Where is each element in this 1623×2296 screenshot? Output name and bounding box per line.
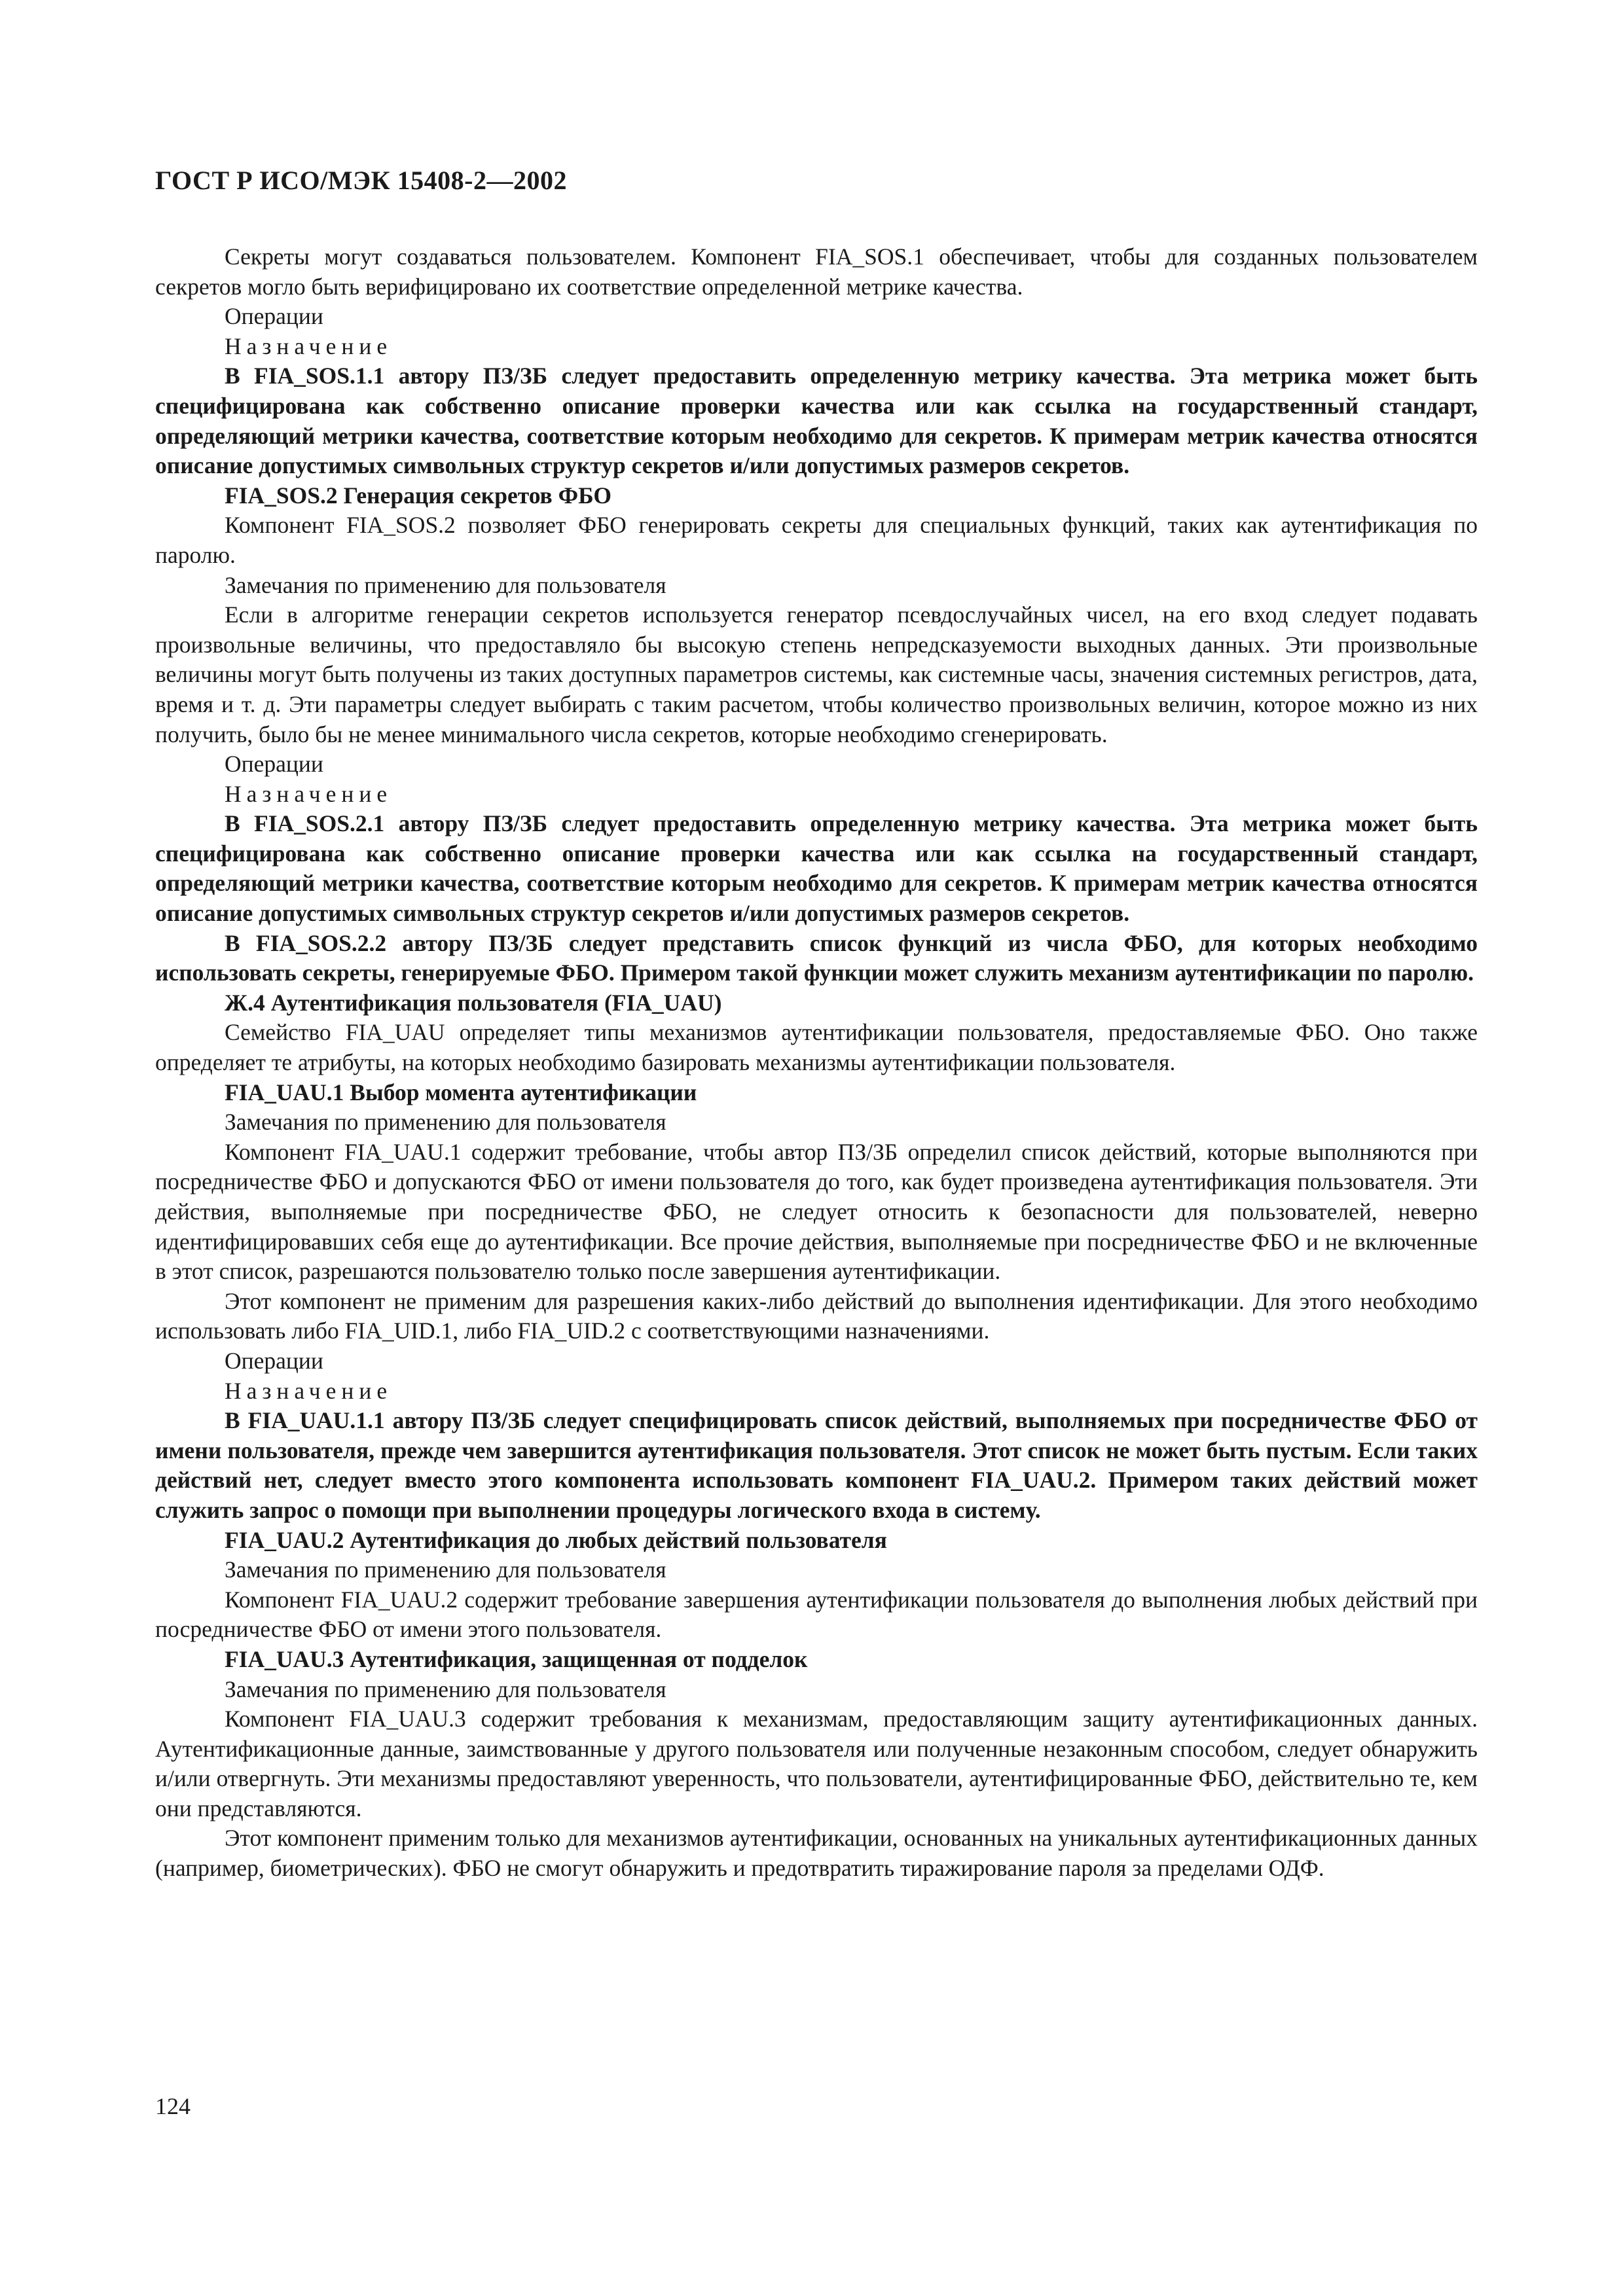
subheading-operations: Операции <box>225 751 323 778</box>
paragraph: Этот компонент применим только для механизмов аутентификации, основанных на уникальных аутентификационных данных (например, биометрических). ФБО не смогут обнаружить и предотвратить тиражирование пароля за пределами ОДФ. <box>155 1825 1478 1882</box>
section-heading: FIA_UAU.1 Выбор момента аутентификации <box>225 1079 697 1105</box>
section-heading: FIA_UAU.2 Аутентификация до любых действий пользователя <box>225 1526 887 1553</box>
section-heading: FIA_SOS.2 Генерация секретов ФБО <box>225 482 611 509</box>
paragraph: Компонент FIA_SOS.2 позволяет ФБО генерировать секреты для специальных функций, таких как аутентификация по паролю. <box>155 512 1478 568</box>
paragraph: Если в алгоритме генерации секретов используется генератор псевдослучайных чисел, на его вход следует подавать произвольные величины, что предоставляло бы высокую степень непредсказуемости выходных данных. Эти произвольные величины могут быть получены из таких доступных параметров системы, как системные часы, значения системных регистров, дата, время и т. д. Эти параметры следует выбирать с таким расчетом, чтобы количество произвольных величин, которое можно из них получить, было бы не менее минимального числа секретов, которые необходимо сгенерировать. <box>155 601 1478 747</box>
paragraph-bold: В FIA_SOS.2.1 автору ПЗ/ЗБ следует предоставить определенную метрику качества. Эта метрика может быть специфицирована как собственно описание проверки качества или как ссылка на государственный стандарт, определяющий метрики качества, соответствие которым необходимо для секретов. К примерам метрик качества относятся описание допустимых символьных структур секретов и/или допустимых размеров секретов. <box>155 810 1478 927</box>
paragraph: Компонент FIA_UAU.1 содержит требование, чтобы автор ПЗ/ЗБ определил список действий, которые выполняются при посредничестве ФБО и допускаются ФБО от имени пользователя до того, как будет произведена аутентификация пользователя. Эти действия, выполняемые при посредничестве ФБО, не следует относить к безопасности для пользователей, неверно идентифицировавших себя еще до аутентификации. Все прочие действия, выполняемые при посредничестве ФБО и не включенные в этот список, разрешаются пользователю только после завершения аутентификации. <box>155 1138 1478 1285</box>
subheading-application-notes: Замечания по применению для пользователя <box>225 1676 666 1702</box>
section-heading: FIA_UAU.3 Аутентификация, защищенная от подделок <box>225 1645 808 1672</box>
subheading-application-notes: Замечания по применению для пользователя <box>225 1556 666 1583</box>
subheading-operations: Операции <box>225 1347 323 1374</box>
paragraph-bold: В FIA_UAU.1.1 автору ПЗ/ЗБ следует специфицировать список действий, выполняемых при посредничестве ФБО от имени пользователя, прежде чем завершится аутентификация пользователя. Этот список не может быть пустым. Если таких действий нет, следует вместо этого компонента использовать компонент FIA_UAU.2. Примером таких действий может служить запрос о помощи при выполнении процедуры логического входа в систему. <box>155 1407 1478 1523</box>
document-header: ГОСТ Р ИСО/МЭК 15408-2—2002 <box>155 166 567 195</box>
section-heading: Ж.4 Аутентификация пользователя (FIA_UAU) <box>225 989 722 1016</box>
page-number: 124 <box>155 2093 191 2119</box>
subheading-application-notes: Замечания по применению для пользователя <box>225 571 666 598</box>
subheading-assignment: Назначение <box>225 1377 393 1404</box>
subheading-operations: Операции <box>225 303 323 330</box>
paragraph: Этот компонент не применим для разрешения каких-либо действий до выполнения идентификации. Для этого необходимо использовать либо FIA_UID.1, либо FIA_UID.2 с соответствующими назначениями. <box>155 1287 1478 1344</box>
subheading-application-notes: Замечания по применению для пользователя <box>225 1109 666 1136</box>
paragraph: Компонент FIA_UAU.3 содержит требования к механизмам, предоставляющим защиту аутентификационных данных. Аутентификационные данные, заимствованные у другого пользователя или полученные незаконным способом, следует обнаружить и/или отвергнуть. Эти механизмы предоставляют уверенность, что пользователи, аутентифицированные ФБО, действительно те, кем они представляются. <box>155 1706 1478 1821</box>
paragraph: Секреты могут создаваться пользователем. Компонент FIA_SOS.1 обеспечивает, чтобы для созданных пользователем секретов могло быть верифицировано их соответствие определенной метрике качества. <box>155 243 1478 300</box>
subheading-assignment: Назначение <box>225 332 393 359</box>
paragraph: Компонент FIA_UAU.2 содержит требование завершения аутентификации пользователя до выполнения любых действий при посредничестве ФБО от имени этого пользователя. <box>155 1586 1478 1643</box>
document-body <box>155 242 1478 1884</box>
paragraph-bold: В FIA_SOS.1.1 автору ПЗ/ЗБ следует предоставить определенную метрику качества. Эта метрика может быть специфицирована как собственно описание проверки качества или как ссылка на государственный стандарт, определяющий метрики качества, соответствие которым необходимо для секретов. К примерам метрик качества относятся описание допустимых символьных структур секретов и/или допустимых размеров секретов. <box>155 363 1478 479</box>
subheading-assignment: Назначение <box>225 780 393 807</box>
paragraph-bold: В FIA_SOS.2.2 автору ПЗ/ЗБ следует представить список функций из числа ФБО, для которых необходимо использовать секреты, генерируемые ФБО. Примером такой функции может служить механизм аутентификации по паролю. <box>155 929 1478 986</box>
paragraph: Семейство FIA_UAU определяет типы механизмов аутентификации пользователя, предоставляемые ФБО. Оно также определяет те атрибуты, на которых необходимо базировать механизмы аутентификации пользователя. <box>155 1019 1478 1076</box>
